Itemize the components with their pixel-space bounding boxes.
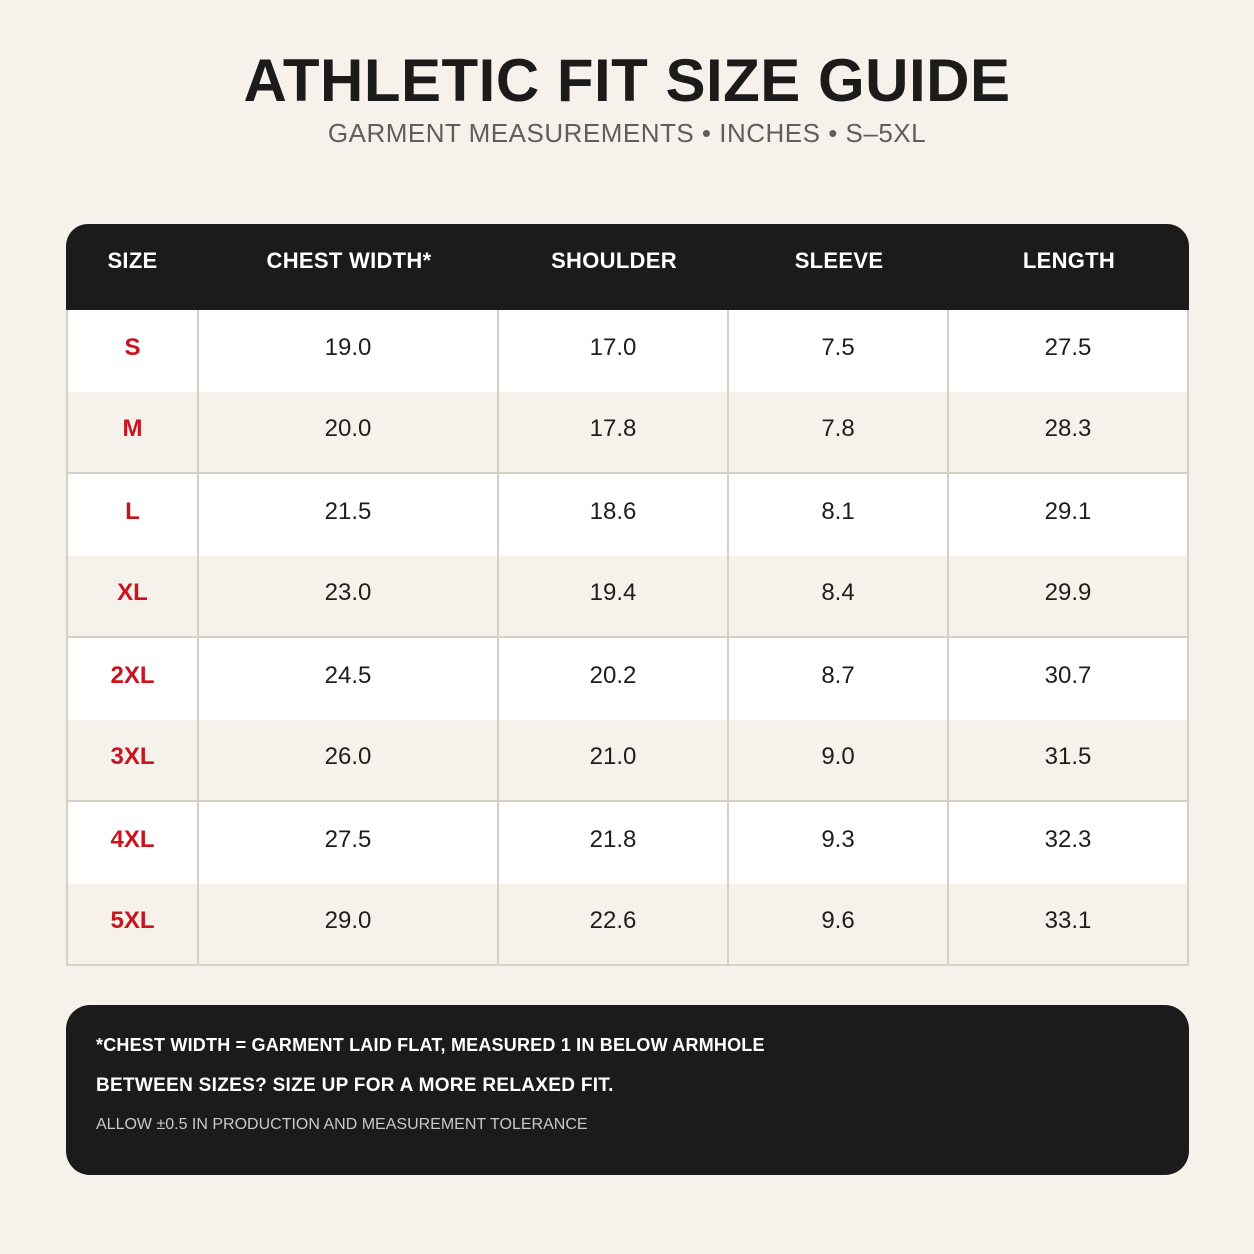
column-header-length: LENGTH [949,224,1189,310]
page-title: ATHLETIC FIT SIZE GUIDE [243,47,1011,114]
chest-width-value: 24.5 [199,638,499,720]
length-value: 33.1 [949,884,1189,966]
table-row [66,720,1189,802]
chest-width-value: 19.0 [199,310,499,392]
length-value: 29.9 [949,556,1189,638]
shoulder-value: 19.4 [499,556,729,638]
size-label: L [66,474,199,556]
chest-width-note: *CHEST WIDTH = GARMENT LAID FLAT, MEASURED 1 IN BELOW ARMHOLE [96,1035,765,1055]
length-value: 30.7 [949,638,1189,720]
fit-tip-note: BETWEEN SIZES? SIZE UP FOR A MORE RELAXED FIT. [96,1075,614,1096]
table-row [66,638,1189,720]
table-row [66,474,1189,556]
sleeve-value: 9.3 [729,802,949,884]
chest-width-value: 23.0 [199,556,499,638]
column-header-size: SIZE [66,224,199,310]
column-header-shoulder: SHOULDER [499,224,729,310]
table-row [66,802,1189,884]
sleeve-value: 8.1 [729,474,949,556]
shoulder-value: 22.6 [499,884,729,966]
sleeve-value: 9.6 [729,884,949,966]
notes-panel [66,1005,1189,1175]
size-label: 3XL [66,720,199,802]
length-value: 28.3 [949,392,1189,474]
length-value: 32.3 [949,802,1189,884]
column-header-chest-width: CHEST WIDTH* [199,224,499,310]
shoulder-value: 17.0 [499,310,729,392]
sleeve-value: 9.0 [729,720,949,802]
length-value: 29.1 [949,474,1189,556]
size-label: 2XL [66,638,199,720]
length-value: 31.5 [949,720,1189,802]
table-row [66,392,1189,474]
sleeve-value: 8.4 [729,556,949,638]
size-table-container [66,224,1189,966]
size-label: XL [66,556,199,638]
sleeve-value: 7.5 [729,310,949,392]
chest-width-value: 26.0 [199,720,499,802]
table-row [66,556,1189,638]
size-label: 4XL [66,802,199,884]
column-header-sleeve: SLEEVE [729,224,949,310]
chest-width-value: 20.0 [199,392,499,474]
table-row [66,884,1189,966]
shoulder-value: 17.8 [499,392,729,474]
tolerance-note: ALLOW ±0.5 IN PRODUCTION AND MEASUREMENT TOLERANCE [96,1116,588,1133]
shoulder-value: 21.0 [499,720,729,802]
sleeve-value: 8.7 [729,638,949,720]
chest-width-value: 29.0 [199,884,499,966]
chest-width-value: 21.5 [199,474,499,556]
size-label: S [66,310,199,392]
chest-width-value: 27.5 [199,802,499,884]
shoulder-value: 20.2 [499,638,729,720]
shoulder-value: 21.8 [499,802,729,884]
table-row [66,310,1189,392]
size-table [66,224,1189,966]
size-label: M [66,392,199,474]
size-label: 5XL [66,884,199,966]
length-value: 27.5 [949,310,1189,392]
table-header-row [66,224,1189,310]
sleeve-value: 7.8 [729,392,949,474]
shoulder-value: 18.6 [499,474,729,556]
page-subtitle: GARMENT MEASUREMENTS • INCHES • S–5XL [327,118,927,148]
